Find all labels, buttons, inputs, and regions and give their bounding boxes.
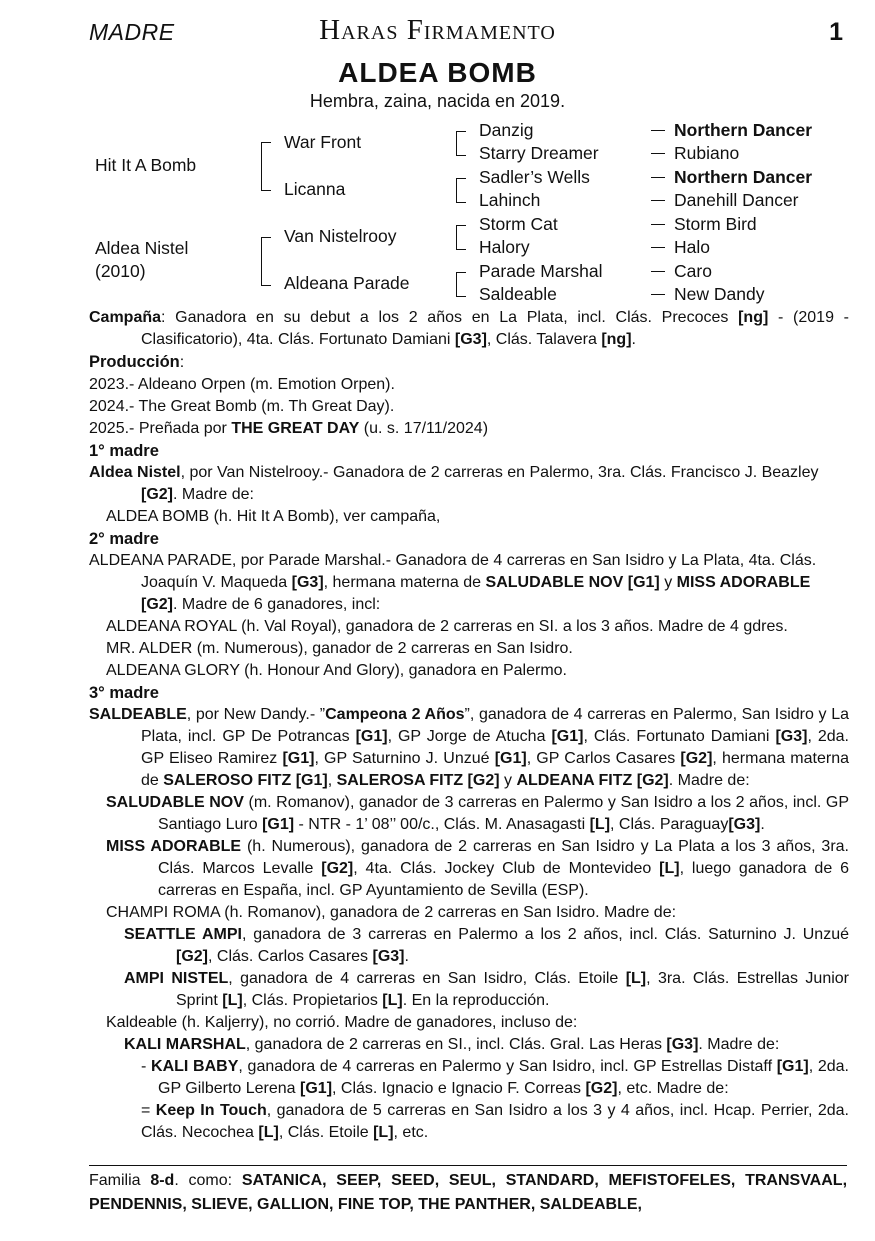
pedigree-gen4: Caro [674,261,712,281]
offspring-name: KALI BABY [151,1058,239,1075]
grade-badge: [ng] [601,331,632,348]
grade-badge: [G1] [300,1080,333,1097]
horse-description: Hembra, zaina, nacida en 2019. [309,91,566,111]
text: , etc. Madre de: [617,1080,729,1097]
sibling-name: ALDEANA FITZ [G2] [516,772,669,789]
lot-number: 1 [829,18,843,46]
grade-badge: [G1] [262,816,295,833]
pedigree-dash [651,130,665,131]
text: , GP Carlos Casares [526,750,681,767]
pedigree-bracket [261,237,271,286]
text: , 2da. GP Eliseo Ramirez [141,728,849,767]
pedigree-dam-year: (2010) [95,261,146,281]
dam-name: SALDEABLE [89,706,187,723]
grade-badge: [L] [659,860,680,877]
text: y [659,574,677,591]
offspring-entry: ALDEA BOMB (h. Hit It A Bomb), ver campaña, [106,508,441,525]
text: = [141,1102,156,1119]
text: , Clás. Propietarios [242,992,383,1009]
pedigree-dash [651,153,665,154]
text: (m. Romanov), ganador de 3 carreras en Palermo y San Isidro a los 2 años, incl. GP Santiago Luro [158,794,850,833]
campaign-paragraph [89,307,849,351]
grade-badge: [ng] [738,309,769,326]
pedigree-gen2: Van Nistelrooy [284,226,397,246]
text: , por New Dandy.- ” [186,706,326,723]
text: y [499,772,517,789]
catalog-body [89,307,849,1144]
pedigree-dash [651,294,665,295]
text: , Clás. Talavera [486,331,602,348]
pedigree-dash [651,271,665,272]
text: , por Van Nistelrooy.- Ganadora de 2 carreras en Palermo, 3ra. Clás. Francisco J. Beazley [180,464,819,481]
production-entry [89,418,849,440]
text: . [760,816,765,833]
text: , ganadora de 4 carreras en Palermo y San Isidro, incl. GP Estrellas Distaff [238,1058,777,1075]
pedigree-gen4: Rubiano [674,143,740,163]
text: , ganadora de 5 carreras en San Isidro a los 3 y 4 años, incl. Hcap. Perrier, 2da. Clás. Necochea [141,1102,849,1141]
text: - (2019 - Clasificatorio), 4ta. Clás. Fortunato Damiani [141,309,850,348]
grade-badge: [G3] [454,331,487,348]
text: ”, ganadora de 4 carreras en Palermo, San Isidro y La Plata, incl. GP De Potrancas [141,706,849,745]
text: , hermana materna de [141,750,850,789]
offspring-entry [89,792,849,836]
text: : [179,354,185,371]
text: . [404,948,409,965]
text: (h. Numerous), ganadora de 2 carreras en San Isidro y La Plata a los 3 años, 3ra. Clás. Marcos Levalle [158,838,849,877]
pedigree-dash [651,177,665,178]
pedigree-dam: Aldea Nistel [95,238,189,258]
pedigree-dash [651,224,665,225]
text: ALDEANA PARADE, por Parade Marshal.- Ganadora de 4 carreras en San Isidro y La Plata, 4ta. Clás. Joaquín V. Maqueda [89,552,817,591]
dam-name: Aldea Nistel [89,464,181,481]
offspring-name: Keep In Touch [155,1102,267,1119]
offspring-name: SEATTLE AMPI [124,926,242,943]
offspring-entry: CHAMPI ROMA (h. Romanov), ganadora de 2 carreras en San Isidro. Madre de: [106,904,677,921]
grade-badge: [G2] [585,1080,618,1097]
sibling-name: SALEROSA FITZ [G2] [336,772,500,789]
horse-name: ALDEA BOMB [338,57,537,88]
text: - [141,1058,152,1075]
pedigree-bracket [456,272,466,297]
text: , ganadora de 2 carreras en SI., incl. Clás. Gral. Las Heras [245,1036,667,1053]
text: , Clás. Carlos Casares [208,948,373,965]
third-dam-heading: 3° madre [89,684,159,702]
text: . como: [174,1172,242,1189]
text: - NTR - 1’ 08’’ 00/c., Clás. M. Anasagasti [294,816,590,833]
first-dam-heading: 1° madre [89,442,159,460]
text: 2025.- Preñada por [89,420,232,437]
text: , 4ta. Clás. Jockey Club de Montevideo [353,860,660,877]
pedigree-sire: Hit It A Bomb [95,155,197,175]
family-members: SATANICA, SEEP, SEED, SEUL, STANDARD, MEFISTOFELES, TRANSVAAL, PENDENNIS, SLIEVE, GALLION, FINE TOP, THE PANTHER, SALDEABLE, [89,1172,848,1213]
pedigree-gen4: Northern Dancer [674,120,813,140]
grade-badge: [G3] [372,948,405,965]
production-entry: 2024.- The Great Bomb (m. Th Great Day). [89,398,395,415]
text: . Madre de: [173,486,254,503]
text: . Madre de: [698,1036,780,1053]
text: , Clás. Etoile [278,1124,374,1141]
sibling-name: SALUDABLE NOV [G1] [485,574,660,591]
offspring-entry: Kaldeable (h. Kaljerry), no corrió. Madre de ganadores, incluso de: [106,1014,578,1031]
text: , Clás. Ignacio e Ignacio F. Correas [332,1080,586,1097]
grade-badge: [G1] [355,728,388,745]
offspring-entry [89,924,849,968]
second-dam-heading: 2° madre [89,530,159,548]
family-number: 8-d [150,1172,175,1189]
offspring-entry [89,1034,849,1056]
text: (u. s. 17/11/2024) [359,420,489,437]
text: : Ganadora en su debut a los 2 años en La Plata, incl. Clás. Precoces [161,309,739,326]
champion-title: Campeona 2 Años [325,706,465,723]
grade-badge: [L] [373,1124,394,1141]
grade-badge: [G3] [728,816,761,833]
pedigree-dash [651,247,665,248]
pedigree-gen3: Starry Dreamer [479,143,599,163]
pedigree-gen4: Northern Dancer [674,167,813,187]
production-heading [89,351,849,374]
pedigree-gen4: Danehill Dancer [674,190,799,210]
offspring-name: KALI MARSHAL [124,1036,246,1053]
grade-badge: [G1] [551,728,584,745]
grade-badge: [G1] [282,750,315,767]
offspring-entry: ALDEANA ROYAL (h. Val Royal), ganadora de 2 carreras en SI. a los 3 años. Madre de 4 gdres. [106,618,788,635]
pedigree-bracket [456,225,466,250]
text: . [631,331,636,348]
third-dam-paragraph [89,704,849,792]
text: , 2da. GP Gilberto Lerena [158,1058,850,1097]
grade-badge: [G3] [291,574,324,591]
text: , 3ra. Clás. Estrellas Junior Sprint [176,970,849,1009]
text: , GP Saturnino J. Unzué [314,750,495,767]
family-footer [89,1165,847,1217]
pedigree-gen3: Saldeable [479,284,557,304]
grade-badge: [L] [258,1124,279,1141]
offspring-entry: MR. ALDER (m. Numerous), ganador de 2 carreras en San Isidro. [106,640,573,657]
offspring-entry [89,836,849,902]
text: . Madre de 6 ganadores, incl: [173,596,381,613]
production-label: Producción [89,353,180,371]
pedigree-bracket [456,131,466,156]
grade-badge: [G1] [776,1058,809,1075]
pedigree-gen3: Lahinch [479,190,541,210]
grade-badge: [G2] [321,860,354,877]
text: , etc. [393,1124,429,1141]
sibling-name: SALEROSO FITZ [G1] [163,772,328,789]
sibling-name: MISS ADORABLE [G2] [141,574,811,613]
pedigree-bracket [456,178,466,203]
offspring-name: MISS ADORABLE [106,838,242,855]
grade-badge: [G2] [680,750,713,767]
pedigree-dash [651,200,665,201]
grade-badge: [G3] [666,1036,699,1053]
pedigree-gen3: Storm Cat [479,214,558,234]
pedigree-gen2: Aldeana Parade [284,273,410,293]
grade-badge: [L] [222,992,243,1009]
grade-badge: [L] [589,816,611,833]
first-dam-paragraph [89,462,849,506]
pedigree-bracket [261,142,271,191]
campaign-label: Campaña [89,309,162,326]
pedigree-gen3: Parade Marshal [479,261,603,281]
grade-badge: [L] [625,970,647,987]
pedigree-gen2: Licanna [284,179,346,199]
pedigree-gen4: Halo [674,237,710,257]
text: , ganadora de 4 carreras en San Isidro, Clás. Etoile [228,970,626,987]
text: , Clás. Paraguay [610,816,729,833]
text: . Madre de: [668,772,750,789]
second-dam-paragraph [89,550,849,616]
text: , luego ganadora de 6 carreras en España, incl. GP Ayuntamiento de Sevilla (ESP). [158,860,849,899]
offspring-name: SALUDABLE NOV [106,794,244,811]
text: . En la reproducción. [402,992,550,1009]
grade-badge: [L] [382,992,403,1009]
text: , [327,772,337,789]
pedigree-gen4: Storm Bird [674,214,757,234]
pedigree-gen4: New Dandy [674,284,765,304]
grade-badge: [G2] [141,486,173,503]
grade-badge: [G1] [494,750,527,767]
production-entry: 2023.- Aldeano Orpen (m. Emotion Orpen). [89,376,395,393]
stud-name: Haras Firmamento [319,14,556,46]
offspring-name: AMPI NISTEL [124,970,229,987]
grade-badge: [G3] [775,728,808,745]
text: , Clás. Fortunato Damiani [583,728,776,745]
catalog-section-label: MADRE [89,19,175,45]
offspring-entry: ALDEANA GLORY (h. Honour And Glory), ganadora en Palermo. [106,662,567,679]
text: , hermana materna de [323,574,486,591]
covering-sire: THE GREAT DAY [231,420,360,437]
pedigree-gen3: Halory [479,237,530,257]
text: , GP Jorge de Atucha [387,728,552,745]
pedigree-gen3: Danzig [479,120,534,140]
grade-badge: [G2] [176,948,208,965]
offspring-entry [89,968,849,1012]
pedigree-gen3: Sadler’s Wells [479,167,590,187]
offspring-entry [106,1056,849,1100]
pedigree-gen2: War Front [284,132,362,152]
text: , ganadora de 3 carreras en Palermo a los 2 años, incl. Clás. Saturnino J. Unzué [241,926,849,943]
text: Familia [89,1172,151,1189]
offspring-entry [89,1100,849,1144]
